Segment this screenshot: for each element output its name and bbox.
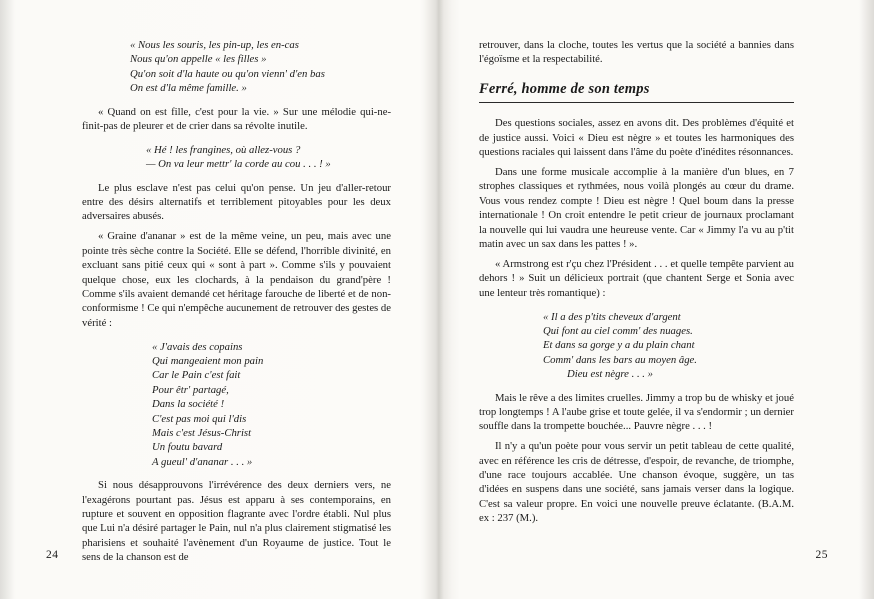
paragraph: « Graine d'ananar » est de la même veine, un peu, mais avec une pointe très sèche contre la Société. Elle se défend, l'horrible divinité, en excluant sans pitié ceux qui « sont à part ». Comme s'ils y pouvaient quelque chose, eux les clochards, à la pendaison du grand'père ! Comme s'ils avaient demandé cet héritage farouche de liberté et de non-conformisme ! Ce qui n'empêche aucunement de retrouver des gestes de vérité : (82, 230, 391, 329)
verse-line: « Hé ! les frangines, où allez-vous ? (146, 143, 301, 156)
page-right-text-column (479, 38, 794, 526)
verse-block (130, 38, 391, 96)
verse-line: Et dans sa gorge y a du plain chant (543, 339, 695, 352)
verse-line: Qu'on soit d'la haute ou qu'on vienn' d'en bas (130, 67, 325, 80)
block-spacer (479, 103, 794, 116)
verse-line: « Nous les souris, les pin-up, les en-cas (130, 39, 299, 51)
page-left-text-column (82, 38, 391, 564)
verse-block (146, 143, 391, 172)
paragraph-continued: retrouver, dans la cloche, toutes les vertus que la société a bannies dans l'égoïsme et la respectabilité. (479, 39, 794, 66)
verse-line: Qui mangeaient mon pain (152, 355, 264, 368)
page-right (437, 0, 874, 599)
verse-line: C'est pas moi qui l'dis (152, 412, 247, 425)
verse-line: Dans la société ! (152, 398, 225, 411)
block-spacer (82, 134, 391, 143)
page-number-right: 25 (815, 549, 828, 561)
block-spacer (82, 469, 391, 478)
block-spacer (82, 96, 391, 105)
verse-line: Mais c'est Jésus-Christ (152, 426, 252, 439)
paragraph: Dans une forme musicale accomplie à la manière d'un blues, en 7 strophes classiques et rythmées, nous voilà plongés au cœur du drame. Vous vous rendez compte ! Dieu est nègre ! Quel boum dans la presse internationale ! On croit entendre le petit crieur de journaux proclamant la nouvelle qui lui vaudra une heureuse vente. Car « Jimmy l'a vu au p'tit matin avec un sax dans les pattes ! ». (479, 165, 794, 250)
verse-line: On est d'la même famille. » (130, 82, 247, 95)
verse-line: Qui font au ciel comm' des nuages. (543, 324, 693, 337)
block-spacer (479, 382, 794, 391)
paragraph: Il n'y a qu'un poète pour vous servir un petit tableau de cette qualité, avec en référence les cris de détresse, d'espoir, de revanche, de triomphe, d'une race toujours accablée. Une chanson évoque, suggère, un tas d'idées en suspens dans une société, sans jamais verser dans la logique. C'est sa valeur propre. En voici une nouvelle preuve éclatante. (B.A.M. ex : 237 (M.). (479, 440, 794, 525)
verse-line: — On va leur mettr' la corde au cou . . . ! » (146, 158, 331, 171)
verse-line: Pour êtr' partagé, (152, 383, 229, 396)
verse-line: « J'avais des copains (152, 340, 243, 353)
paragraph: Le plus esclave n'est pas celui qu'on pense. Un jeu d'aller-retour entre des désirs alternatifs et terriblement pitoyables pour les deux adversaires abusés. (82, 181, 391, 223)
verse-block (152, 340, 391, 470)
verse-line: Nous qu'on appelle « les filles » (130, 53, 267, 66)
verse-line: Un foutu bavard (152, 441, 223, 454)
paragraph: Si nous désapprouvons l'irrévérence des deux derniers vers, ne l'exagérons pourtant pas. Jésus est apparu à ses contemporains, en rupture et souvent en opposition flagrante avec l'ordre établi. Nul plus que Lui n'a désiré partager le Pain, nul n'a plus clairement stigmatisé les pharisiens et souhaité l'avènement d'un Royaume de justice. Tout le sens de la chanson est de (82, 479, 391, 564)
verse-line: « Il a des p'tits cheveux d'argent (543, 310, 681, 323)
verse-line: A gueul' d'ananar . . . » (152, 455, 253, 468)
paragraph: « Quand on est fille, c'est pour la vie. » Sur une mélodie qui-ne-finit-pas de pleurer et de crier dans sa révolte inutile. (82, 105, 391, 132)
paragraph: Des questions sociales, assez en avons dit. Des problèmes d'équité et de justice aussi. Voici « Dieu est nègre » et toutes les harmoniques des questions raciales qui laissent dans l'âme du poète d'inédites résonnances. (479, 117, 794, 159)
block-spacer (82, 172, 391, 181)
paragraph: Mais le rêve a des limites cruelles. Jimmy a trop bu de whisky et joué trop longtemps ! A l'aube grise et toute gelée, il va s'endormir ; un dernier souffle dans la trompette bouchée... Pauvre nègre . . . ! (479, 391, 794, 433)
verse-line: Car le Pain c'est fait (152, 369, 241, 382)
verse-block (543, 310, 794, 382)
section-heading: Ferré, homme de son temps (479, 80, 650, 97)
block-spacer (479, 67, 794, 80)
block-spacer (479, 301, 794, 310)
block-spacer (82, 331, 391, 340)
verse-line: Comm' dans les bars au moyen âge. (543, 353, 697, 366)
paragraph: « Armstrong est r'çu chez l'Président . . . et quelle tempête parvient au dehors ! » Suit un délicieux portrait (que chantent Serge et Sonia avec une lenteur très romantique) : (479, 257, 794, 299)
verse-line: Dieu est nègre . . . » (567, 368, 653, 381)
page-number-left: 24 (46, 549, 59, 561)
